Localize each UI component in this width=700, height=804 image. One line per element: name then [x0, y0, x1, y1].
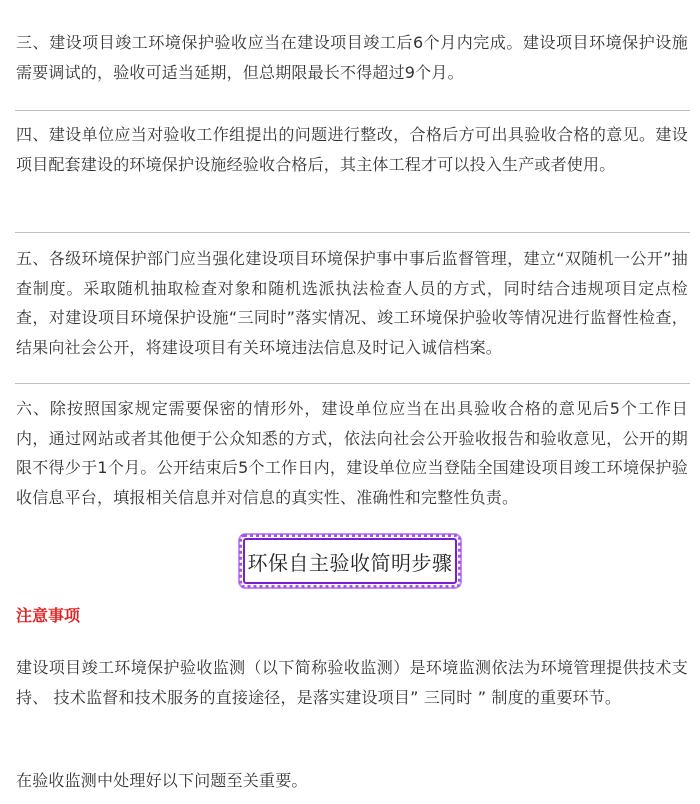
section-three-paragraph: 三、建设项目竣工环境保护验收应当在建设项目竣工后6个月内完成。建设项目环境保护设施需要调试的，验收可适当延期，但总期限最长不得超过9个月。	[16, 33, 688, 82]
intro-paragraph: 建设项目竣工环境保护验收监测（以下简称验收监测）是环境监测依法为环境管理提供技术支持、 技术监督和技术服务的直接途径，是落实建设项目” 三同时 ” 制度的重要环节。	[16, 658, 688, 707]
steps-title-box	[243, 538, 457, 584]
section-divider	[15, 383, 690, 384]
section-five-paragraph: 五、各级环境保护部门应当强化建设项目环境保护事中事后监督管理，建立“双随机一公开”抽查制度。采取随机抽取检查对象和随机选派执法检查人员的方式，同时结合违规项目定点检查，对建设项目环境保护设施“三同时”落实情况、竣工环境保护验收等情况进行监督性检查，结果向社会公开，将建设项目有关环境违法信息及时记入诚信档案。	[16, 249, 688, 357]
steps-title: 环保自主验收简明步骤	[247, 550, 453, 575]
section-divider	[15, 110, 690, 111]
notice-heading: 注意事项	[16, 606, 81, 625]
section-four-paragraph: 四、建设单位应当对验收工作组提出的问题进行整改，合格后方可出具验收合格的意见。建设项目配套建设的环境保护设施经验收合格后，其主体工程才可以投入生产或者使用。	[16, 125, 688, 174]
section-six-paragraph: 六、除按照国家规定需要保密的情形外，建设单位应当在出具验收合格的意见后5个工作日内，通过网站或者其他便于公众知悉的方式，依法向社会公开验收报告和验收意见，公开的期限不得少于1个月。公开结束后5个工作日内，建设单位应当登陆全国建设项目竣工环境保护验收信息平台，填报相关信息并对信息的真实性、准确性和完整性负责。	[16, 399, 688, 507]
closing-paragraph: 在验收监测中处理好以下问题至关重要。	[16, 771, 308, 790]
section-divider	[15, 232, 690, 233]
